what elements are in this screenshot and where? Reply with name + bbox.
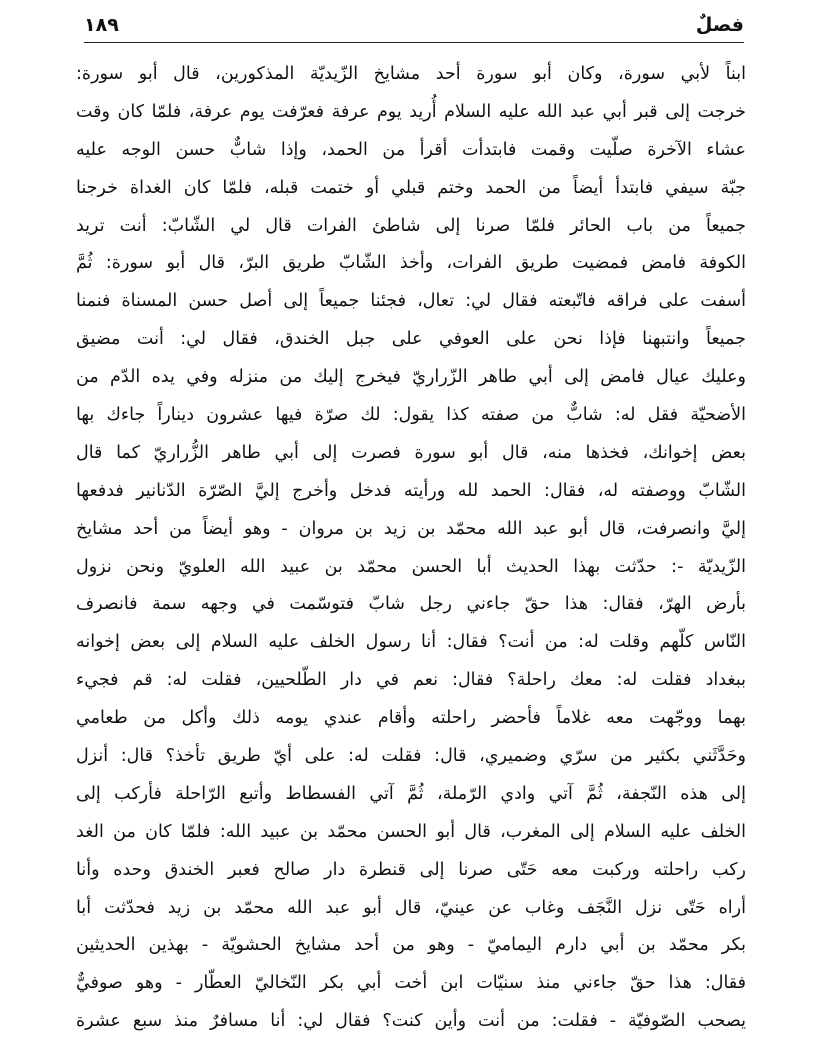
text-line: بأرض الهرّ، فقال: هذا حقّ جاءني رجل شابّ فتوسّمت في وجهه سمة فانصرف	[76, 594, 746, 615]
text-line: إليَّ وانصرفت، قال أبو عبد الله محمّد بن زيد بن مروان - وهو أيضاً من أحد مشايخ	[76, 518, 746, 539]
text-line: وحَدَّثَني بكثير من سرّي وضميري، قال: فقلت له: على أيّ طريق تأخذ؟ قال: أنزل	[76, 746, 746, 767]
text-line: جميعاً من باب الحائر فلمّا صرنا إلى شاطئ الفرات قال لي الشّابّ: أنت تريد	[76, 215, 746, 236]
text-line: الشّابّ ووصفته له، فقال: الحمد لله ورأيته فدخل وأخرج إليَّ الصّرّة الدّنانير فدفعها	[76, 480, 746, 501]
text-line: عشاء الآخرة صلّيت وقمت فابتدأت أقرأ من الحمد، وإذا شابٌّ حسن الوجه عليه	[76, 139, 746, 160]
text-line: وعليك عيال فامض إلى أبي طاهر الزّراريّ فيخرج إليك من منزله وفي يده الدّم من	[76, 367, 746, 388]
text-line: بعض إخوانك، فخذها منه، قال أبو سورة فصرت إلى أبي طاهر الزُّراريّ كما قال	[76, 442, 746, 463]
text-line: خرجت إلى قبر أبي عبد الله عليه السلام أُريد يوم عرفة فعرّفت يوم عرفة، فلمّا كان وقت	[76, 101, 746, 122]
text-line: الأضحيّة فقل له: شابٌّ من صفته كذا يقول: لك صرّة فيها عشرون ديناراً جاءك بها	[76, 405, 746, 426]
text-line: ببغداد فقلت له: معك راحلة؟ فقال: نعم في دار الطّلحيين، فقلت له: قم فجيء	[76, 670, 746, 691]
running-title: فصلٌ	[695, 14, 744, 36]
text-line: فقال: هذا حقّ جاءني منذ سنيّات ابن أخت أبي بكر النّخاليّ العطّار - وهو صوفيٌّ	[76, 973, 746, 994]
text-line: الخلف عليه السلام إلى المغرب، قال أبو الحسن محمّد بن عبيد الله: فلمّا كان من الغد	[76, 821, 746, 842]
body-text	[76, 56, 746, 1041]
text-line: ركب راحلته وركبت معه حَتّى صرنا إلى قنطرة دار صالح فعبر الخندق وحده وأنا	[76, 859, 746, 880]
page-header	[84, 8, 744, 42]
text-line: جبّة سيفي فابتدأ أيضاً من الحمد وختم قبلي أو ختمت قبله، فلمّا كان الغداة خرجنا	[76, 177, 746, 198]
text-line: أراه حَتّى نزل النَّجَف وغاب عن عينيّ، قال أبو عبد الله محمّد بن زيد فحدّثت أبا	[76, 897, 746, 918]
text-line: جميعاً وانتبهنا فإذا نحن على العوفي على جبل الخندق، فقال لي: أنت مضيق	[76, 329, 746, 350]
text-line: يصحب الصّوفيّة - فقلت: من أنت وأين كنت؟ فقال لي: أنا مسافرٌ منذ سبع عشرة	[76, 1011, 746, 1032]
text-line: ابناً لأبي سورة، وكان أبو سورة أحد مشايخ الزّيديّة المذكورين، قال أبو سورة:	[76, 64, 746, 84]
text-line: أسفت على فراقه فاتّبعته فقال لي: تعال، فجئنا جميعاً إلى أصل حسن المسناة فنمنا	[76, 291, 746, 312]
text-line: النّاس كلّهم وقلت له: من أنت؟ فقال: أنا رسول الخلف عليه السلام إلى بعض إخوانه	[76, 632, 746, 653]
header-rule	[84, 42, 744, 43]
text-line: بهما ووجّهت معه غلاماً فأحضر راحلته وأقام عندي يومه ذلك وأكل من طعامي	[76, 708, 746, 729]
text-line: إلى هذه النّجفة، ثُمَّ آتي وادي الرّملة، ثُمَّ آتي الفسطاط وأتبع الرّاحلة فأركب إلى	[76, 783, 746, 804]
text-line: الزّيديّة -: حدّثت بهذا الحديث أبا الحسن محمّد بن عبيد الله العلويّ ونحن نزول	[76, 556, 746, 577]
page-number: ١٨٩	[84, 14, 119, 36]
text-line: الكوفة فامض فمضيت طريق الفرات، وأخذ الشّابّ طريق البرّ، قال أبو سورة: ثُمَّ	[76, 253, 746, 274]
text-line: بكر محمّد بن أبي دارم اليماميّ - وهو من أحد مشايخ الحشويّة - بهذين الحديثين	[76, 935, 746, 956]
